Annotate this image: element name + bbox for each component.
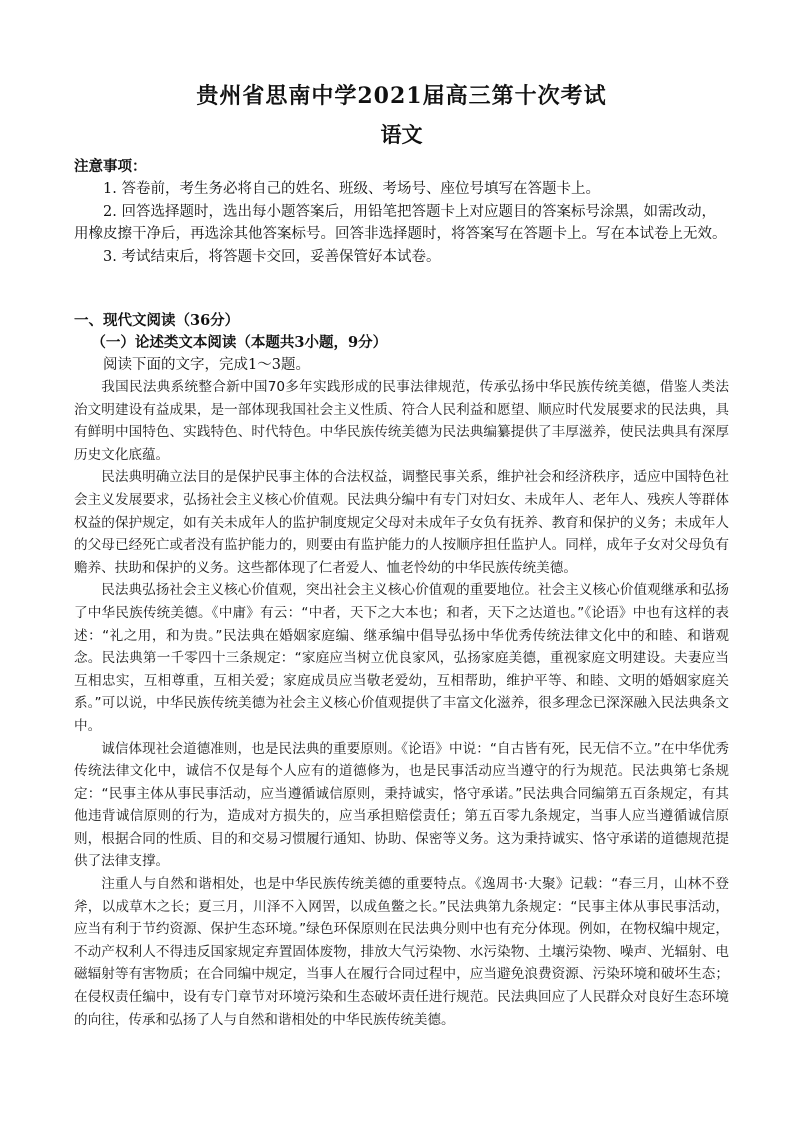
passage-paragraph-5: 注重人与自然和谐相处，也是中华民族传统美德的重要特点。《逸周书·大聚》记载：“春三月，山林不登斧，以成草木之长；夏三月，川泽不入网罟，以成鱼鳖之长。”民法典第九条规定：“民事主体从事民事活动，应当有利于节约资源、保护生态环境。”绿色环保原则在民法典分则中也有充分体现。例如，在物权编中规定，不动产权利人不得违反国家规定弃置固体废物，排放大气污染物、水污染物、土壤污染物、噪声、光辐射、电磁辐射等有害物质；在合同编中规定，当事人在履行合同过程中，应当避免浪费资源、污染环境和破坏生态；在侵权责任编中，设有专门章节对环境污染和生态破坏责任进行规范。民法典回应了人民群众对良好生态环境的向往，传承和弘扬了人与自然和谐相处的中华民族传统美德。 (74, 876, 729, 1028)
passage-paragraph-3: 民法典弘扬社会主义核心价值观，突出社会主义核心价值观的重要地位。社会主义核心价值观继承和弘扬了中华民族传统美德。《中庸》有云：“中者，天下之大本也；和者，天下之达道也。”《论语》中也有这样的表述：“礼之用，和为贵。”民法典在婚姻家庭编、继承编中倡导弘扬中华优秀传统法律文化中的和睦、和谐观念。民法典第一千零四十三条规定：“家庭应当树立优良家风，弘扬家庭美德，重视家庭文明建设。夫妻应当互相忠实，互相尊重，互相关爱；家庭成员应当敬老爱幼，互相帮助，维护平等、和睦、文明的婚姻家庭关系。”可以说，中华民族传统美德为社会主义核心价值观提供了丰富文化滋养，很多理念已深深融入民法典条文中。 (74, 582, 729, 734)
passage-paragraph-2: 民法典明确立法目的是保护民事主体的合法权益，调整民事关系，维护社会和经济秩序，适应中国特色社会主义发展要求，弘扬社会主义核心价值观。民法典分编中有专门对妇女、未成年人、老年人、残疾人等群体权益的保护规定，如有关未成年人的监护制度规定父母对未成年子女负有抚养、教育和保护的义务；未成年人的父母已经死亡或者没有监护能力的，则要由有监护能力的人按顺序担任监护人。同样，成年子女对父母负有赡养、扶助和保护的义务。这些都体现了仁者爱人、恤老怜幼的中华民族传统美德。 (74, 469, 729, 576)
notice-heading: 注意事项： (74, 158, 147, 175)
notice-item-3: 3. 考试结束后，将答题卡交回，妥善保管好本试卷。 (103, 248, 441, 265)
notice-item-2: 2. 回答选择题时，选出每小题答案后，用铅笔把答题卡上对应题目的答案标号涂黑，如需改动，用橡皮擦干净后，再选涂其他答案标号。回答非选择题时，将答案写在答题卡上。写在本试卷上无效。 (74, 203, 727, 242)
exam-title: 贵州省思南中学2021届高三第十次考试 (196, 83, 607, 109)
section-title: 一、现代文阅读（36分） (74, 312, 240, 329)
spacer (74, 268, 729, 310)
passage-paragraph-4: 诚信体现社会道德准则，也是民法典的重要原则。《论语》中说：“自古皆有死，民无信不立。”在中华优秀传统法律文化中，诚信不仅是每个人应有的道德修为，也是民事活动应当遵守的行为规范。民法典第七条规定：“民事主体从事民事活动，应当遵循诚信原则，秉持诚实，恪守承诺。”民法典合同编第五百条规定，有其他违背诚信原则的行为，造成对方损失的，应当承担赔偿责任；第五百零九条规定，当事人应当遵循诚信原则，根据合同的性质、目的和交易习惯履行通知、协助、保密等义务。这为秉持诚实、恪守承诺的道德规范提供了法律支撑。 (74, 740, 729, 870)
subject-title: 语文 (380, 122, 423, 147)
subsection-title: （一）论述类文本阅读（本题共3小题，9分） (91, 334, 388, 351)
exam-page (74, 80, 729, 1031)
notice-item-1: 1. 答卷前，考生务必将自己的姓名、班级、考场号、座位号填写在答题卡上。 (103, 181, 600, 197)
passage-paragraph-1: 我国民法典系统整合新中国70多年实践形成的民事法律规范，传承弘扬中华民族传统美德，借鉴人类法治文明建设有益成果，是一部体现我国社会主义性质、符合人民利益和愿望、顺应时代发展要求的民法典，具有鲜明中国特色、实践特色、时代特色。中华民族传统美德为民法典编纂提供了丰厚滋养，使民法典具有深厚历史文化底蕴。 (74, 379, 729, 463)
reading-instruction: 阅读下面的文字，完成1～3题。 (103, 357, 310, 373)
